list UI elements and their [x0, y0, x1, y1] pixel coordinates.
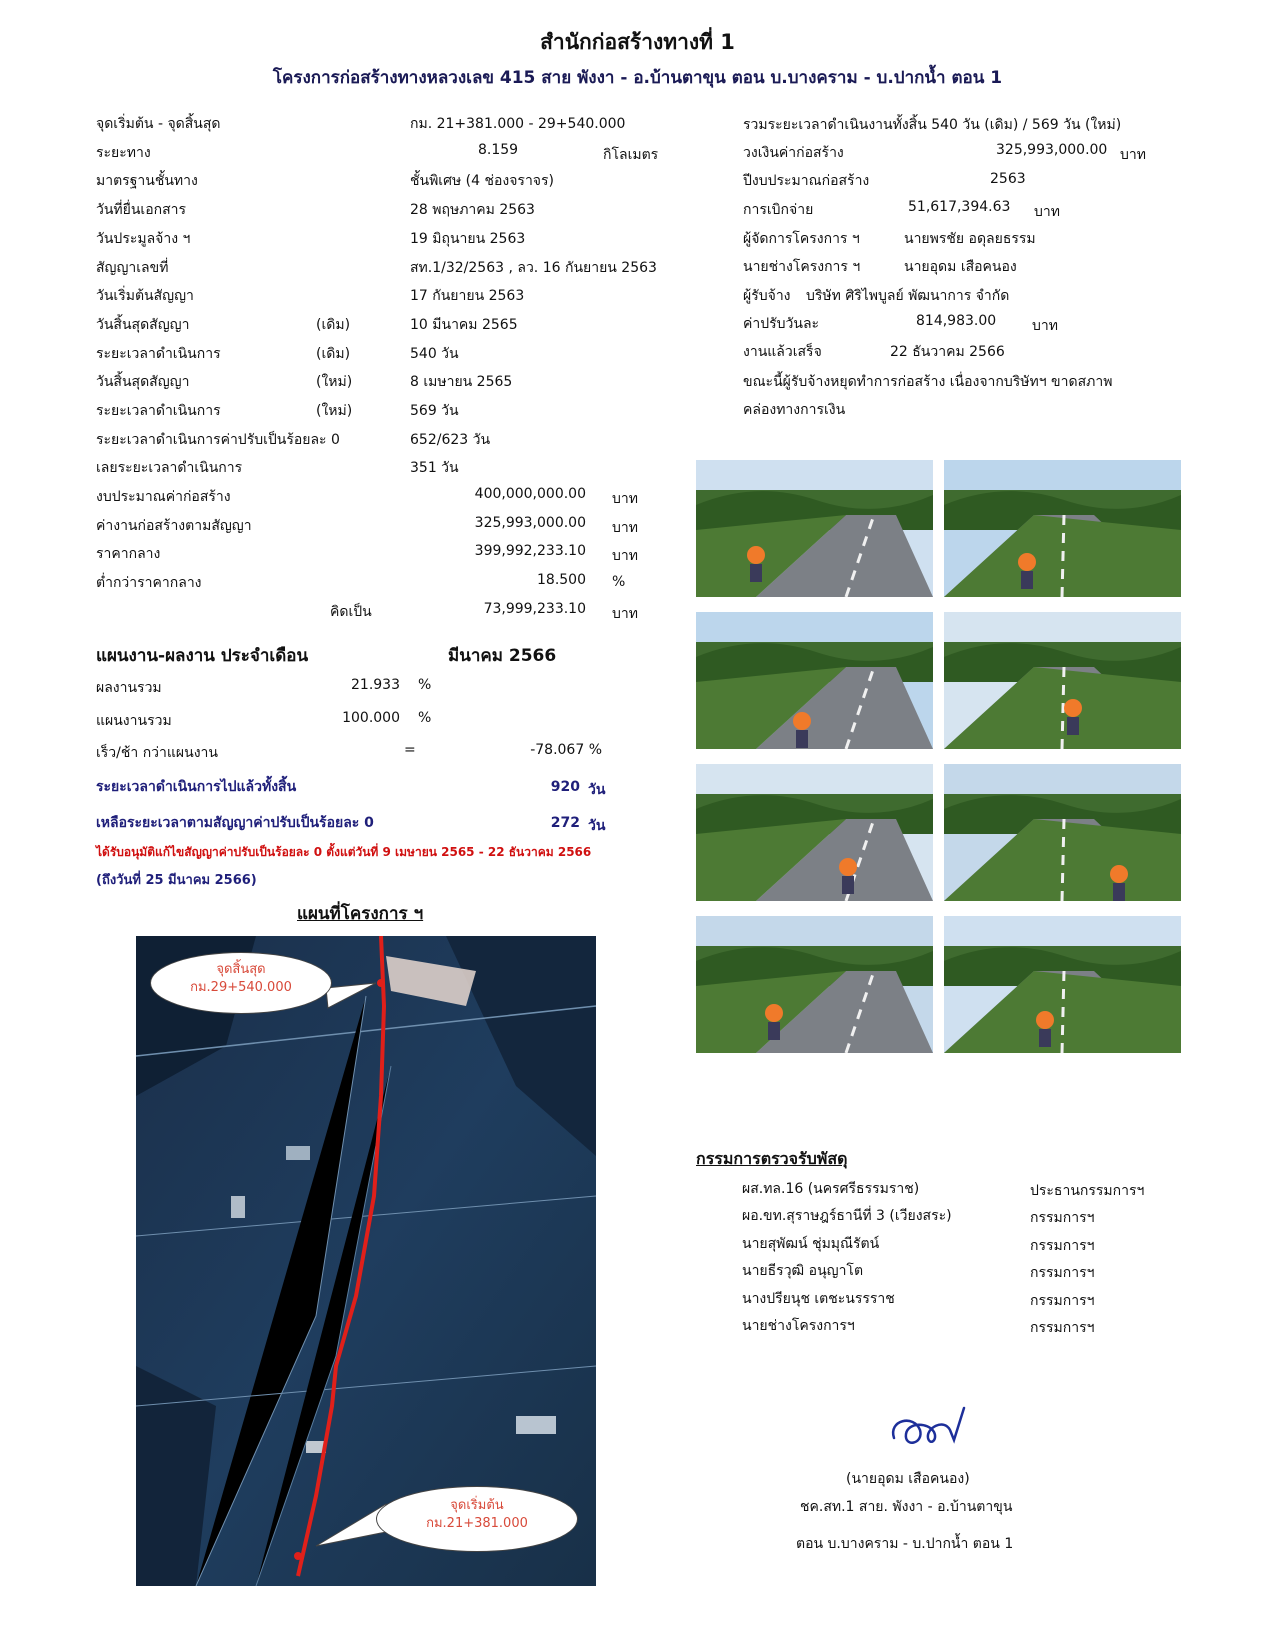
- result-label: ผลงานรวม: [96, 680, 162, 696]
- detail-row: [0, 486, 680, 510]
- office-title: สำนักก่อสร้างทางที่ 1: [540, 30, 735, 54]
- detail-qualifier: (เดิม): [316, 345, 351, 362]
- signature-mark: [884, 1400, 974, 1460]
- start-point-marker: [294, 1552, 302, 1560]
- detail-row: [0, 228, 680, 252]
- as-of-date: (ถึงวันที่ 25 มีนาคม 2566): [96, 873, 257, 888]
- detail-value: 351 วัน: [410, 460, 459, 477]
- detail-unit: %: [612, 574, 626, 591]
- end-point-km: กม.29+540.000: [190, 980, 292, 995]
- signer-name: (นายอุดม เสือคนอง): [846, 1471, 970, 1487]
- detail-qualifier: (ใหม่): [316, 374, 353, 391]
- end-point-label: จุดสิ้นสุด: [216, 962, 266, 977]
- disbursed-label: การเบิกจ่าย: [743, 202, 814, 218]
- detail-label: เลยระยะเวลาดำเนินการ: [96, 460, 243, 477]
- fine-unit: บาท: [1032, 318, 1058, 334]
- detail-label: ค่างานก่อสร้างตามสัญญา: [96, 517, 252, 534]
- committee-member-name: นางปรียนุช เตชะนรรราช: [742, 1290, 895, 1307]
- committee-member-role: กรรมการฯ: [1030, 1265, 1095, 1282]
- elapsed-value: 920: [550, 779, 580, 795]
- detail-row: [0, 343, 680, 367]
- completion-label: งานแล้วเสร็จ: [743, 344, 822, 360]
- detail-value: 17 กันยายน 2563: [410, 288, 525, 305]
- detail-row: [0, 457, 680, 481]
- plan-label: แผนงานรวม: [96, 713, 172, 729]
- signer-position-line1: ชค.สท.1 สาย. พังงา - อ.บ้านตาขุน: [800, 1499, 1013, 1515]
- total-duration: รวมระยะเวลาดำเนินงานทั้งสิ้น 540 วัน (เดิม) / 569 วัน (ใหม่): [743, 117, 1122, 133]
- detail-qualifier: (ใหม่): [316, 403, 353, 419]
- committee-member-name: นายธีรวุฒิ อนุญาโต: [742, 1263, 864, 1280]
- detail-row: [0, 285, 680, 309]
- detail-value: 8.159: [478, 141, 519, 158]
- detail-value: 400,000,000.00: [474, 486, 586, 502]
- committee-member-role: กรรมการฯ: [1030, 1292, 1095, 1309]
- diff-label: เร็ว/ช้า กว่าแผนงาน: [96, 745, 218, 761]
- contract-amount-label: วงเงินค่าก่อสร้าง: [743, 145, 844, 161]
- detail-value: 325,993,000.00: [474, 514, 586, 531]
- detail-label: ระยะเวลาดำเนินการ: [96, 345, 221, 362]
- detail-label: วันสิ้นสุดสัญญา: [96, 316, 190, 333]
- approval-note: ได้รับอนุมัติแก้ไขสัญญาค่าปรับเป็นร้อยละ 0 ตั้งแต่วันที่ 9 เมษายน 2565 - 22 ธันวาคม 2566: [96, 845, 592, 859]
- disbursed-unit: บาท: [1034, 204, 1060, 220]
- fine-value: 814,983.00: [916, 313, 997, 329]
- detail-row: [0, 429, 680, 453]
- plan-heading: แผนงาน-ผลงาน ประจำเดือน: [96, 646, 309, 666]
- remain-label: เหลือระยะเวลาตามสัญญาค่าปรับเป็นร้อยละ 0: [96, 815, 374, 831]
- committee-member-name: นายสุพัฒน์ ชุ่มมุณีรัตน์: [742, 1235, 880, 1252]
- detail-value: 569 วัน: [410, 403, 459, 419]
- detail-value: 18.500: [537, 572, 586, 589]
- detail-value: 540 วัน: [410, 345, 459, 362]
- detail-row: [0, 142, 680, 166]
- detail-label: ระยะทาง: [96, 144, 151, 161]
- budget-year-value: 2563: [990, 171, 1026, 187]
- contractor-label: ผู้รับจ้าง: [743, 288, 791, 304]
- committee-member-name: นายช่างโครงการฯ: [742, 1318, 855, 1334]
- committee-member-name: ผอ.ขท.สุราษฎร์ธานีที่ 3 (เวียงสระ): [742, 1208, 952, 1225]
- end-point-callout: [150, 952, 332, 1014]
- project-title: โครงการก่อสร้างทางหลวงเลข 415 สาย พังงา - อ.บ้านตาขุน ตอน บ.บางคราม - บ.ปากน้ำ ตอน 1: [272, 68, 1003, 88]
- fine-label: ค่าปรับวันละ: [743, 316, 820, 332]
- status-note-line1: ขณะนี้ผู้รับจ้างหยุดทำการก่อสร้าง เนื่องจากบริษัทฯ ขาดสภาพ: [743, 374, 1113, 390]
- detail-label: งบประมาณค่าก่อสร้าง: [96, 489, 231, 505]
- detail-label: มาตรฐานชั้นทาง: [96, 173, 198, 190]
- completion-date: 22 ธันวาคม 2566: [890, 344, 1005, 360]
- detail-label: ระยะเวลาดำเนินการค่าปรับเป็นร้อยละ 0: [96, 431, 340, 448]
- start-point-callout: [376, 1486, 578, 1552]
- detail-label: ระยะเวลาดำเนินการ: [96, 403, 221, 419]
- site-photo: [696, 764, 933, 901]
- end-point-marker: [377, 979, 385, 987]
- detail-row: [0, 113, 680, 137]
- committee-member-role: ประธานกรรมการฯ: [1030, 1183, 1145, 1199]
- result-value: 21.933: [351, 677, 400, 693]
- detail-unit: บาท: [612, 491, 638, 507]
- detail-label: ราคากลาง: [96, 546, 161, 563]
- contract-amount-value: 325,993,000.00: [996, 142, 1108, 158]
- start-point-km: กม.21+381.000: [426, 1516, 528, 1531]
- contractor-name: บริษัท ศิริไพบูลย์ พัฒนาการ จำกัด: [806, 288, 1010, 304]
- start-point-label: จุดเริ่มต้น: [450, 1498, 504, 1513]
- site-photo: [696, 460, 933, 597]
- project-map: [136, 936, 596, 1586]
- detail-value: กม. 21+381.000 - 29+540.000: [410, 116, 626, 132]
- site-photo: [944, 460, 1181, 597]
- satellite-image: [136, 936, 596, 1586]
- budget-year-label: ปีงบประมาณก่อสร้าง: [743, 173, 870, 189]
- detail-value: 28 พฤษภาคม 2563: [410, 202, 535, 219]
- detail-value: 652/623 วัน: [410, 431, 491, 448]
- plan-unit: %: [418, 710, 432, 726]
- site-photo: [944, 612, 1181, 749]
- detail-row: [0, 572, 680, 596]
- detail-unit: บาท: [612, 548, 638, 565]
- site-photo: [944, 764, 1181, 901]
- detail-label: จุดเริ่มต้น - จุดสิ้นสุด: [96, 116, 221, 132]
- committee-member-role: กรรมการฯ: [1030, 1237, 1095, 1254]
- detail-row: [0, 543, 680, 567]
- status-note-line2: คล่องทางการเงิน: [743, 402, 846, 418]
- detail-qualifier: (เดิม): [316, 316, 351, 333]
- diff-value: -78.067 %: [530, 742, 602, 758]
- engineer-label: นายช่างโครงการ ฯ: [743, 259, 861, 275]
- result-unit: %: [418, 677, 432, 693]
- detail-row: [0, 257, 680, 281]
- detail-label: ต่ำกว่าราคากลาง: [96, 575, 202, 592]
- detail-row: [0, 601, 680, 625]
- detail-unit: บาท: [612, 519, 638, 536]
- manager-name: นายพรชัย อดุลยธรรม: [904, 231, 1036, 247]
- plan-month: มีนาคม 2566: [448, 646, 557, 666]
- detail-row: [0, 400, 680, 424]
- detail-value: 19 มิถุนายน 2563: [410, 230, 526, 247]
- site-photo: [696, 916, 933, 1053]
- diff-equals: =: [404, 742, 416, 758]
- detail-unit: บาท: [612, 605, 638, 622]
- committee-member-name: ผส.ทล.16 (นครศรีธรรมราช): [742, 1181, 920, 1197]
- committee-title: กรรมการตรวจรับพัสดุ: [696, 1149, 848, 1168]
- detail-row: [0, 314, 680, 338]
- committee-member-role: กรรมการฯ: [1030, 1320, 1095, 1336]
- detail-label: วันที่ยื่นเอกสาร: [96, 202, 187, 219]
- site-photo: [696, 612, 933, 749]
- contract-amount-unit: บาท: [1120, 147, 1146, 163]
- detail-label: วันสิ้นสุดสัญญา: [96, 374, 190, 391]
- detail-row: [0, 371, 680, 395]
- remain-value: 272: [550, 815, 580, 831]
- detail-value: 399,992,233.10: [474, 543, 586, 560]
- detail-label: วันประมูลจ้าง ฯ: [96, 230, 191, 247]
- detail-value: 10 มีนาคม 2565: [410, 316, 518, 333]
- disbursed-value: 51,617,394.63: [908, 199, 1011, 215]
- detail-label: วันเริ่มต้นสัญญา: [96, 288, 194, 305]
- plan-value: 100.000: [342, 710, 400, 726]
- detail-unit: กิโลเมตร: [603, 146, 659, 163]
- detail-value: สท.1/32/2563 , ลว. 16 กันยายน 2563: [410, 259, 657, 276]
- detail-value: 73,999,233.10: [483, 600, 586, 617]
- detail-label: สัญญาเลขที่: [96, 259, 169, 276]
- site-photo: [944, 916, 1181, 1053]
- detail-row: [0, 515, 680, 539]
- detail-row: [0, 199, 680, 223]
- map-title: แผนที่โครงการ ฯ: [297, 904, 424, 924]
- engineer-name: นายอุดม เสือคนอง: [904, 259, 1017, 275]
- committee-member-role: กรรมการฯ: [1030, 1210, 1095, 1227]
- signer-position-line2: ตอน บ.บางคราม - บ.ปากน้ำ ตอน 1: [796, 1536, 1014, 1552]
- manager-label: ผู้จัดการโครงการ ฯ: [743, 231, 860, 247]
- detail-value: 8 เมษายน 2565: [410, 374, 513, 391]
- detail-value: ชั้นพิเศษ (4 ช่องจราจร): [410, 173, 554, 190]
- remain-unit: วัน: [588, 818, 606, 834]
- elapsed-label: ระยะเวลาดำเนินการไปแล้วทั้งสิ้น: [96, 779, 297, 795]
- detail-row: [0, 170, 680, 194]
- elapsed-unit: วัน: [588, 782, 606, 798]
- detail-qualifier: คิดเป็น: [330, 603, 372, 620]
